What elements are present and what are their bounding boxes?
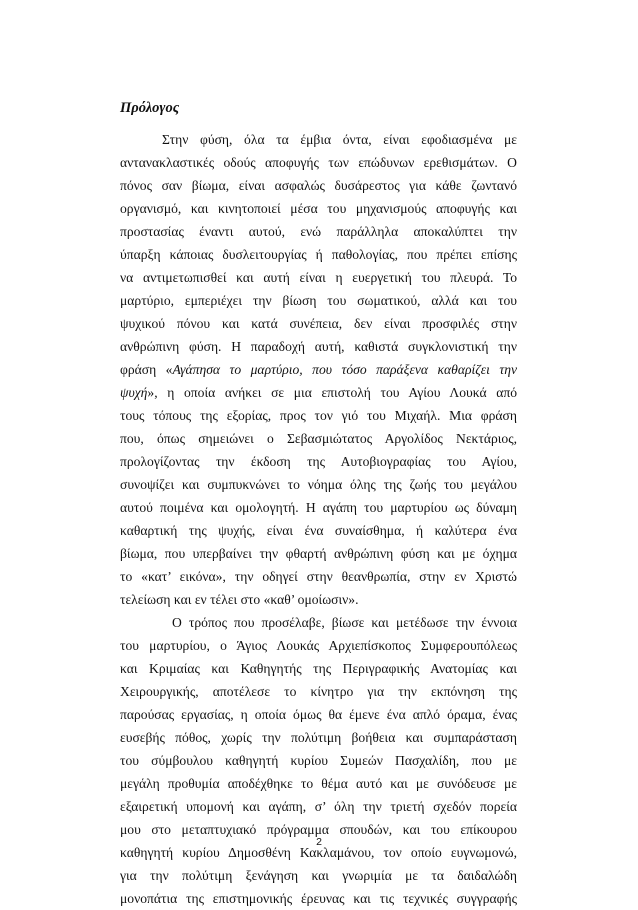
text-line: παρούσας εργασίας, η οποία όμως θα έμενε ένα απλό όραμα, ένας [120, 707, 517, 722]
line-text: », η οποία ανήκει σε μια επιστολή του Αγίου Λουκά από [147, 385, 517, 400]
text-line [120, 381, 517, 404]
text-line: για την πολύτιμη ξενάγηση και γνωριμία με τα δαιδαλώδη [120, 868, 517, 883]
text-line: συνοψίζει και συμπυκνώνει το νόημα όλης της ζωής του μεγάλου [120, 477, 517, 492]
text-line: αντανακλαστικές οδούς αποφυγής των επώδυνων ερεθισμάτων. Ο [120, 155, 517, 170]
text-line: πόνος σαν βίωμα, είναι ασφαλώς δυσάρεστος για κάθε ζωντανό [120, 178, 517, 193]
text-line: μεγάλη προθυμία αποδέχθηκε το θέμα αυτό και με συνόδευσε με [120, 776, 517, 791]
text-line: καθαρτική της ψυχής, είναι ένα συναίσθημα, ή καλύτερα ένα [120, 523, 517, 538]
text-line: τους τόπους της εξορίας, προς τον γιό του Μιχαήλ. Μια φράση [120, 408, 517, 423]
text-line: οργανισμό, και κινητοποιεί μέσα του μηχανισμούς αποφυγής και [120, 201, 517, 216]
text-line: Ο τρόπος που προσέλαβε, βίωσε και μετέδωσε την έννοια [172, 615, 517, 630]
text-line: βίωμα, που υπερβαίνει την φθαρτή ανθρώπινη φύση και με όχημα [120, 546, 517, 561]
text-line: ύπαρξη κάποιας δυσλειτουργίας ή παθολογίας, που πρέπει επίσης [120, 247, 517, 262]
text-line: το «κατ’ εικόνα», την οδηγεί στην θεανθρωπία, στην εν Χριστώ [120, 569, 517, 584]
text-line: προλογίζοντας την έκδοση της Αυτοβιογραφίας του Αγίου, [120, 454, 517, 469]
quote-italic: ψυχή [120, 385, 148, 400]
text-line: αυτού ποιμένα και ομολογητή. Η αγάπη του μαρτυρίου ως δύναμη [120, 500, 517, 515]
text-line [120, 358, 517, 381]
text-line: του μαρτυρίου, ο Άγιος Λουκάς Αρχιεπίσκοπος Συμφερουπόλεως [120, 638, 517, 653]
page-number: 2 [316, 836, 322, 848]
text-line: και Κριμαίας και Καθηγητής της Περιγραφικής Ανατομίας και [120, 661, 517, 676]
text-line: καθηγητή κυρίου Δημοσθένη Κακλαμάνου, τον οποίο ευγνωμονώ, [120, 845, 517, 860]
text-line: μαρτύριο, εμπεριέχει την βίωση του σωματικού, αλλά και του [120, 293, 517, 308]
text-line: εξαιρετική υπομονή και αγάπη, σ’ όλη την τριετή σχεδόν πορεία [120, 799, 517, 814]
text-line: του σύμβουλου καθηγητή κυρίου Συμεών Πασχαλίδη, που με [120, 753, 517, 768]
text-line: να αντιμετωπισθεί και αυτή είναι η ευεργετική του πλευρά. Το [120, 270, 517, 285]
text-line: Χειρουργικής, αποτέλεσε το κίνητρο για την εκπόνηση της [120, 684, 517, 699]
text-line: μου στο μεταπτυχιακό πρόγραμμα σπουδών, και του επίκουρου [120, 822, 517, 837]
text-line: ευσεβής πόθος, χωρίς την πολύτιμη βοήθεια και συμπαράσταση [120, 730, 517, 745]
page-heading: Πρόλογος [120, 100, 180, 116]
text-line: που, όπως σημειώνει ο Σεβασμιώτατος Αργολίδος Νεκτάριος, [120, 431, 517, 446]
text-line: Στην φύση, όλα τα έμβια όντα, είναι εφοδιασμένα με [162, 132, 517, 147]
text-line: μονοπάτια της επιστημονικής έρευνας και τις τεχνικές συγγραφής [120, 891, 517, 906]
body-text [120, 128, 517, 910]
text-line: τελείωση και εν τέλει στο «καθ’ ομοίωσιν». [120, 592, 359, 607]
quote-italic: Αγάπησα το μαρτύριο, που τόσο παράξενα καθαρίζει την [172, 362, 517, 377]
text-line: ανθρώπινη φύση. Η παραδοχή αυτή, καθιστά συγκλονιστική την [120, 339, 517, 354]
text-line: προστασίας έναντι αυτού, ενώ παράλληλα αποκαλύπτει την [120, 224, 517, 239]
text-line: ψυχικού πόνου και κατά συνέπεια, δεν είναι προσφιλές στην [120, 316, 517, 331]
line-text: φράση « [120, 362, 173, 377]
